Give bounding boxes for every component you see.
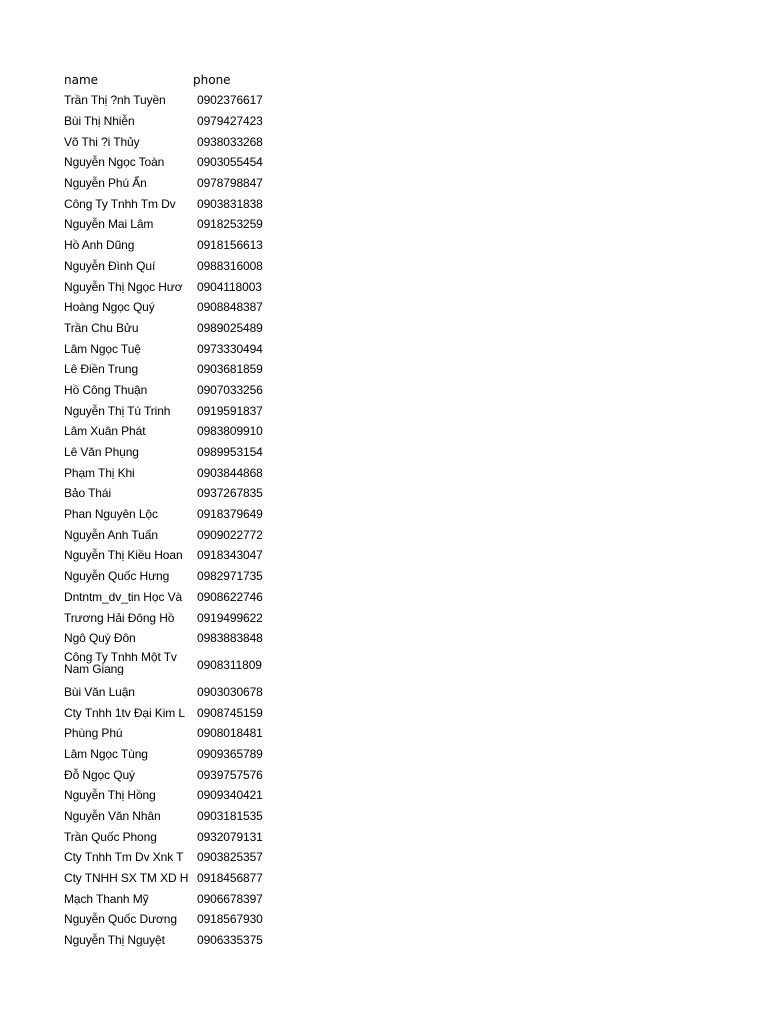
phone-cell: 0983809910 xyxy=(197,424,263,439)
table-row xyxy=(64,764,284,785)
table-row xyxy=(64,235,284,256)
phone-cell: 0989025489 xyxy=(197,320,263,335)
table-row xyxy=(64,888,284,909)
name-cell: Lê Văn Phụng xyxy=(64,445,139,460)
name-cell: Cty Tnhh 1tv Đại Kim L xyxy=(64,705,185,720)
name-cell: Nguyễn Thị Hồng xyxy=(64,788,156,803)
table-row xyxy=(64,152,284,173)
header-name: name xyxy=(64,73,99,87)
name-cell: Bùi Văn Luận xyxy=(64,684,135,699)
phone-cell: 0902376617 xyxy=(197,93,263,108)
table-row xyxy=(64,297,284,318)
table-body xyxy=(64,90,284,951)
table-row xyxy=(64,338,284,359)
name-cell: Phạm Thị Khi xyxy=(64,465,135,480)
table-row xyxy=(64,649,284,682)
table-row xyxy=(64,111,284,132)
phone-cell: 0982971735 xyxy=(197,569,263,584)
table-row xyxy=(64,318,284,339)
name-cell: Nguyễn Quốc Dương xyxy=(64,912,177,927)
name-cell: Hoàng Ngọc Quý xyxy=(64,300,155,315)
name-cell: Phan Nguyên Lộc xyxy=(64,507,158,522)
table-header xyxy=(64,70,284,90)
name-cell: Lâm Xuân Phát xyxy=(64,424,146,439)
table-row xyxy=(64,504,284,525)
phone-cell: 0937267835 xyxy=(197,486,263,501)
table-row xyxy=(64,256,284,277)
phone-cell: 0908622746 xyxy=(197,589,263,604)
phone-cell: 0983883848 xyxy=(197,631,263,646)
phone-cell: 0909340421 xyxy=(197,788,263,803)
table-row xyxy=(64,90,284,111)
table-row xyxy=(64,607,284,628)
table-row xyxy=(64,847,284,868)
table-row xyxy=(64,702,284,723)
name-cell: Bảo Thái xyxy=(64,486,112,501)
name-cell: Nguyễn Phú Ẩn xyxy=(64,176,147,191)
phone-cell: 0988316008 xyxy=(197,258,263,273)
table-row xyxy=(64,524,284,545)
phone-cell: 0909365789 xyxy=(197,746,263,761)
name-cell: Nguyễn Quốc Hưng xyxy=(64,569,170,584)
name-cell: Trần Thị ?nh Tuyền xyxy=(64,93,166,108)
phone-cell: 0903844868 xyxy=(197,465,263,480)
phone-cell: 0918379649 xyxy=(197,507,263,522)
table-row xyxy=(64,359,284,380)
name-cell: Hồ Công Thuận xyxy=(64,382,148,397)
phone-cell: 0918567930 xyxy=(197,912,263,927)
table-row xyxy=(64,909,284,930)
phone-cell: 0909022772 xyxy=(197,527,263,542)
phone-cell: 0938033268 xyxy=(197,134,263,149)
table-row xyxy=(64,214,284,235)
name-cell: Đỗ Ngọc Quý xyxy=(64,767,135,782)
phone-cell: 0903681859 xyxy=(197,362,263,377)
name-cell: Công Ty Tnhh Tm Dv xyxy=(64,196,176,211)
phone-cell: 0903181535 xyxy=(197,809,263,824)
phone-cell: 0973330494 xyxy=(197,341,263,356)
table-row xyxy=(64,868,284,889)
name-cell: Nguyễn Ngọc Toàn xyxy=(64,155,165,170)
phone-cell: 0978798847 xyxy=(197,176,263,191)
table-row xyxy=(64,566,284,587)
table-row xyxy=(64,421,284,442)
phone-cell: 0979427423 xyxy=(197,114,263,129)
name-cell: Công Ty Tnhh Một Tv Nam Giang xyxy=(64,649,177,675)
phone-cell: 0908018481 xyxy=(197,726,263,741)
table-row xyxy=(64,826,284,847)
name-cell: Lâm Ngọc Tuệ xyxy=(64,341,141,356)
table-row xyxy=(64,744,284,765)
name-cell: Nguyễn Anh Tuấn xyxy=(64,527,158,542)
name-cell: Nguyễn Văn Nhân xyxy=(64,809,161,824)
name-cell: Dntntm_dv_tin Học Và xyxy=(64,589,183,604)
phone-cell: 0908745159 xyxy=(197,705,263,720)
name-cell: Nguyễn Thị Ngọc Hươ xyxy=(64,279,183,294)
phone-cell: 0907033256 xyxy=(197,382,263,397)
name-cell: Lê Điền Trung xyxy=(64,362,139,377)
phone-cell: 0903831838 xyxy=(197,196,263,211)
name-cell: Lâm Ngọc Tùng xyxy=(64,746,148,761)
table-row xyxy=(64,276,284,297)
phone-cell: 0919591837 xyxy=(197,403,263,418)
phone-cell: 0908848387 xyxy=(197,300,263,315)
contact-table xyxy=(64,70,284,951)
name-cell: Hồ Anh Dũng xyxy=(64,238,135,253)
table-row xyxy=(64,785,284,806)
name-cell: Mạch Thanh Mỹ xyxy=(64,891,149,906)
phone-cell: 0932079131 xyxy=(197,829,263,844)
header-phone: phone xyxy=(193,73,231,87)
phone-cell: 0918343047 xyxy=(197,548,263,563)
phone-cell: 0918456877 xyxy=(197,871,263,886)
table-row xyxy=(64,442,284,463)
phone-cell: 0903055454 xyxy=(197,155,263,170)
table-row xyxy=(64,587,284,608)
table-row xyxy=(64,193,284,214)
name-cell: Nguyễn Thị Kiều Hoan xyxy=(64,548,183,563)
name-cell: Phùng Phú xyxy=(64,726,123,741)
name-cell: Nguyễn Mai Lâm xyxy=(64,217,154,232)
table-row xyxy=(64,131,284,152)
name-cell: Võ Thi ?i Thủy xyxy=(64,134,140,149)
table-row xyxy=(64,545,284,566)
phone-cell: 0918253259 xyxy=(197,217,263,232)
name-cell: Bùi Thị Nhiễn xyxy=(64,114,135,129)
phone-cell: 0906335375 xyxy=(197,933,263,948)
table-row xyxy=(64,682,284,703)
table-row xyxy=(64,806,284,827)
phone-cell: 0903030678 xyxy=(197,684,263,699)
phone-cell: 0906678397 xyxy=(197,891,263,906)
name-cell: Cty TNHH SX TM XD H xyxy=(64,871,189,886)
table-row xyxy=(64,462,284,483)
table-row xyxy=(64,628,284,649)
phone-cell: 0939757576 xyxy=(197,767,263,782)
phone-cell: 0989953154 xyxy=(197,445,263,460)
name-cell: Trần Chu Bửu xyxy=(64,320,139,335)
phone-cell: 0904118003 xyxy=(197,279,262,294)
name-cell: Nguyễn Thị Nguyệt xyxy=(64,933,165,948)
table-row xyxy=(64,400,284,421)
name-cell: Nguyễn Thị Tú Trinh xyxy=(64,403,171,418)
name-cell: Ngô Quý Đôn xyxy=(64,631,136,646)
phone-cell: 0918156613 xyxy=(197,238,263,253)
phone-cell: 0908311809 xyxy=(197,658,262,673)
name-cell: Nguyễn Đình Quí xyxy=(64,258,156,273)
name-cell: Trương Hải Đông Hồ xyxy=(64,610,175,625)
table-row xyxy=(64,380,284,401)
table-row xyxy=(64,723,284,744)
table-row xyxy=(64,930,284,951)
table-row xyxy=(64,173,284,194)
name-cell: Cty Tnhh Tm Dv Xnk T xyxy=(64,850,184,865)
phone-cell: 0919499622 xyxy=(197,610,263,625)
name-cell: Trần Quốc Phong xyxy=(64,829,157,844)
table-row xyxy=(64,483,284,504)
phone-cell: 0903825357 xyxy=(197,850,263,865)
